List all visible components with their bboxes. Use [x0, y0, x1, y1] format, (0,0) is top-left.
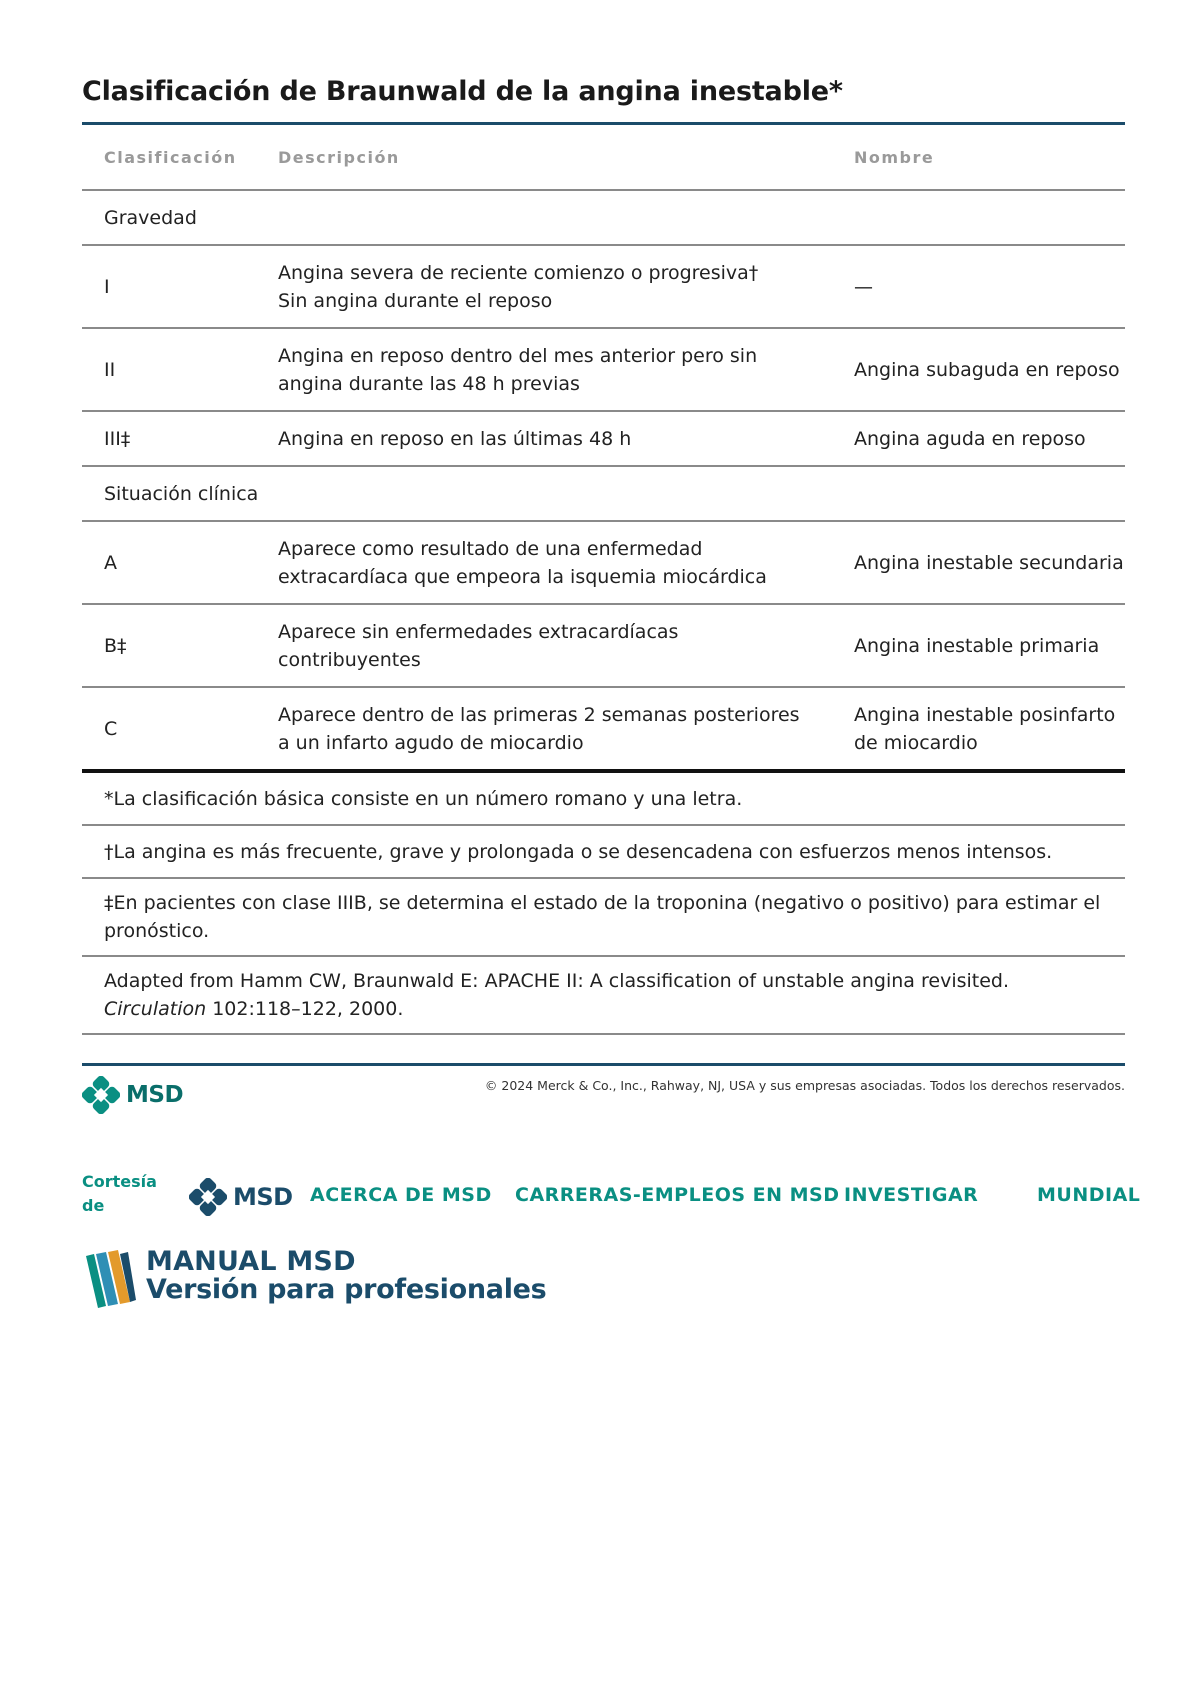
header-descripcion: Descripción — [256, 125, 832, 190]
page-title: Clasificación de Braunwald de la angina inestable* — [82, 72, 1125, 125]
cell-clase: C — [82, 687, 256, 771]
citation-text: Adapted from Hamm CW, Braunwald E: APACHE II: A classification of unstable angina revisited. — [104, 970, 1010, 992]
msd-logo-text: MSD — [233, 1183, 293, 1211]
cell-clase: II — [82, 328, 256, 411]
cell-nombre: Angina subaguda en reposo — [832, 328, 1125, 411]
table-row — [82, 521, 1125, 604]
table-row — [82, 604, 1125, 687]
section-label: Situación clínica — [82, 466, 1125, 521]
copyright-text: © 2024 Merck & Co., Inc., Rahway, NJ, USA y sus empresas asociadas. Todos los derechos reservados. — [484, 1078, 1125, 1093]
manual-subtitle: Versión para profesionales — [146, 1274, 547, 1305]
citation-details: 102:118–122, 2000. — [206, 998, 404, 1020]
cell-descripcion: Aparece dentro de las primeras 2 semanas posteriores a un infarto agudo de miocardio — [256, 687, 832, 771]
msd-logo-text: MSD — [126, 1082, 184, 1108]
msd-logo — [82, 1076, 183, 1114]
footnote: *La clasificación básica consiste en un número romano y una letra. — [82, 773, 1125, 826]
msd-emblem-icon — [82, 1076, 120, 1114]
cell-nombre: Angina inestable posinfarto de miocardio — [832, 687, 1125, 771]
table-row — [82, 328, 1125, 411]
section-row-gravedad — [82, 190, 1125, 245]
table-header-row — [82, 125, 1125, 190]
nav-link-global[interactable]: MUNDIAL — [1037, 1184, 1141, 1206]
section-label: Gravedad — [82, 190, 1125, 245]
footnote: †La angina es más frecuente, grave y prolongada o se desencadena con esfuerzos menos intensos. — [82, 826, 1125, 879]
manual-book-icon — [82, 1250, 138, 1310]
cell-nombre: Angina aguda en reposo — [832, 411, 1125, 466]
cell-descripcion: Aparece como resultado de una enfermedad extracardíaca que empeora la isquemia miocárdica — [256, 521, 832, 604]
cell-nombre: Angina inestable primaria — [832, 604, 1125, 687]
table-footnotes — [82, 773, 1125, 1035]
courtesy-label: Cortesía de — [82, 1172, 157, 1215]
copyright-bar — [82, 1063, 1125, 1122]
nav-link-about[interactable]: ACERCA DE MSD — [310, 1184, 492, 1206]
source-citation — [82, 957, 1125, 1035]
cell-nombre: — — [832, 245, 1125, 328]
cell-descripcion: Angina en reposo dentro del mes anterior pero sin angina durante las 48 h previas — [256, 328, 832, 411]
descripcion-line: Sin angina durante el reposo — [278, 289, 553, 312]
cell-clase: B‡ — [82, 604, 256, 687]
manual-msd-logo[interactable] — [82, 1246, 582, 1316]
cell-clase: I — [82, 245, 256, 328]
cell-clase: III‡ — [82, 411, 256, 466]
msd-emblem-icon — [189, 1178, 227, 1216]
footer-msd-logo[interactable] — [189, 1178, 293, 1216]
nav-link-research[interactable]: INVESTIGAR — [844, 1184, 979, 1206]
footnote: ‡En pacientes con clase IIIB, se determina el estado de la troponina (negativo o positivo) para estimar el pronóstico. — [82, 879, 1125, 957]
cell-clase: A — [82, 521, 256, 604]
citation-journal: Circulation — [104, 998, 207, 1020]
table-row — [82, 411, 1125, 466]
cell-nombre: Angina inestable secundaria — [832, 521, 1125, 604]
document-page — [82, 72, 1125, 1122]
classification-table — [82, 125, 1125, 773]
descripcion-line: Angina severa de reciente comienzo o progresiva† — [278, 261, 759, 284]
footer — [82, 1170, 1162, 1230]
manual-title: MANUAL MSD — [146, 1246, 356, 1277]
cell-descripcion: Aparece sin enfermedades extracardíacas contribuyentes — [256, 604, 832, 687]
cell-descripcion — [256, 245, 832, 328]
cell-descripcion: Angina en reposo en las últimas 48 h — [256, 411, 832, 466]
table-row — [82, 687, 1125, 771]
section-row-situacion — [82, 466, 1125, 521]
header-nombre: Nombre — [832, 125, 1125, 190]
nav-link-careers[interactable]: CARRERAS-EMPLEOS EN MSD — [515, 1184, 840, 1206]
table-row — [82, 245, 1125, 328]
header-clasificacion: Clasificación — [82, 125, 256, 190]
